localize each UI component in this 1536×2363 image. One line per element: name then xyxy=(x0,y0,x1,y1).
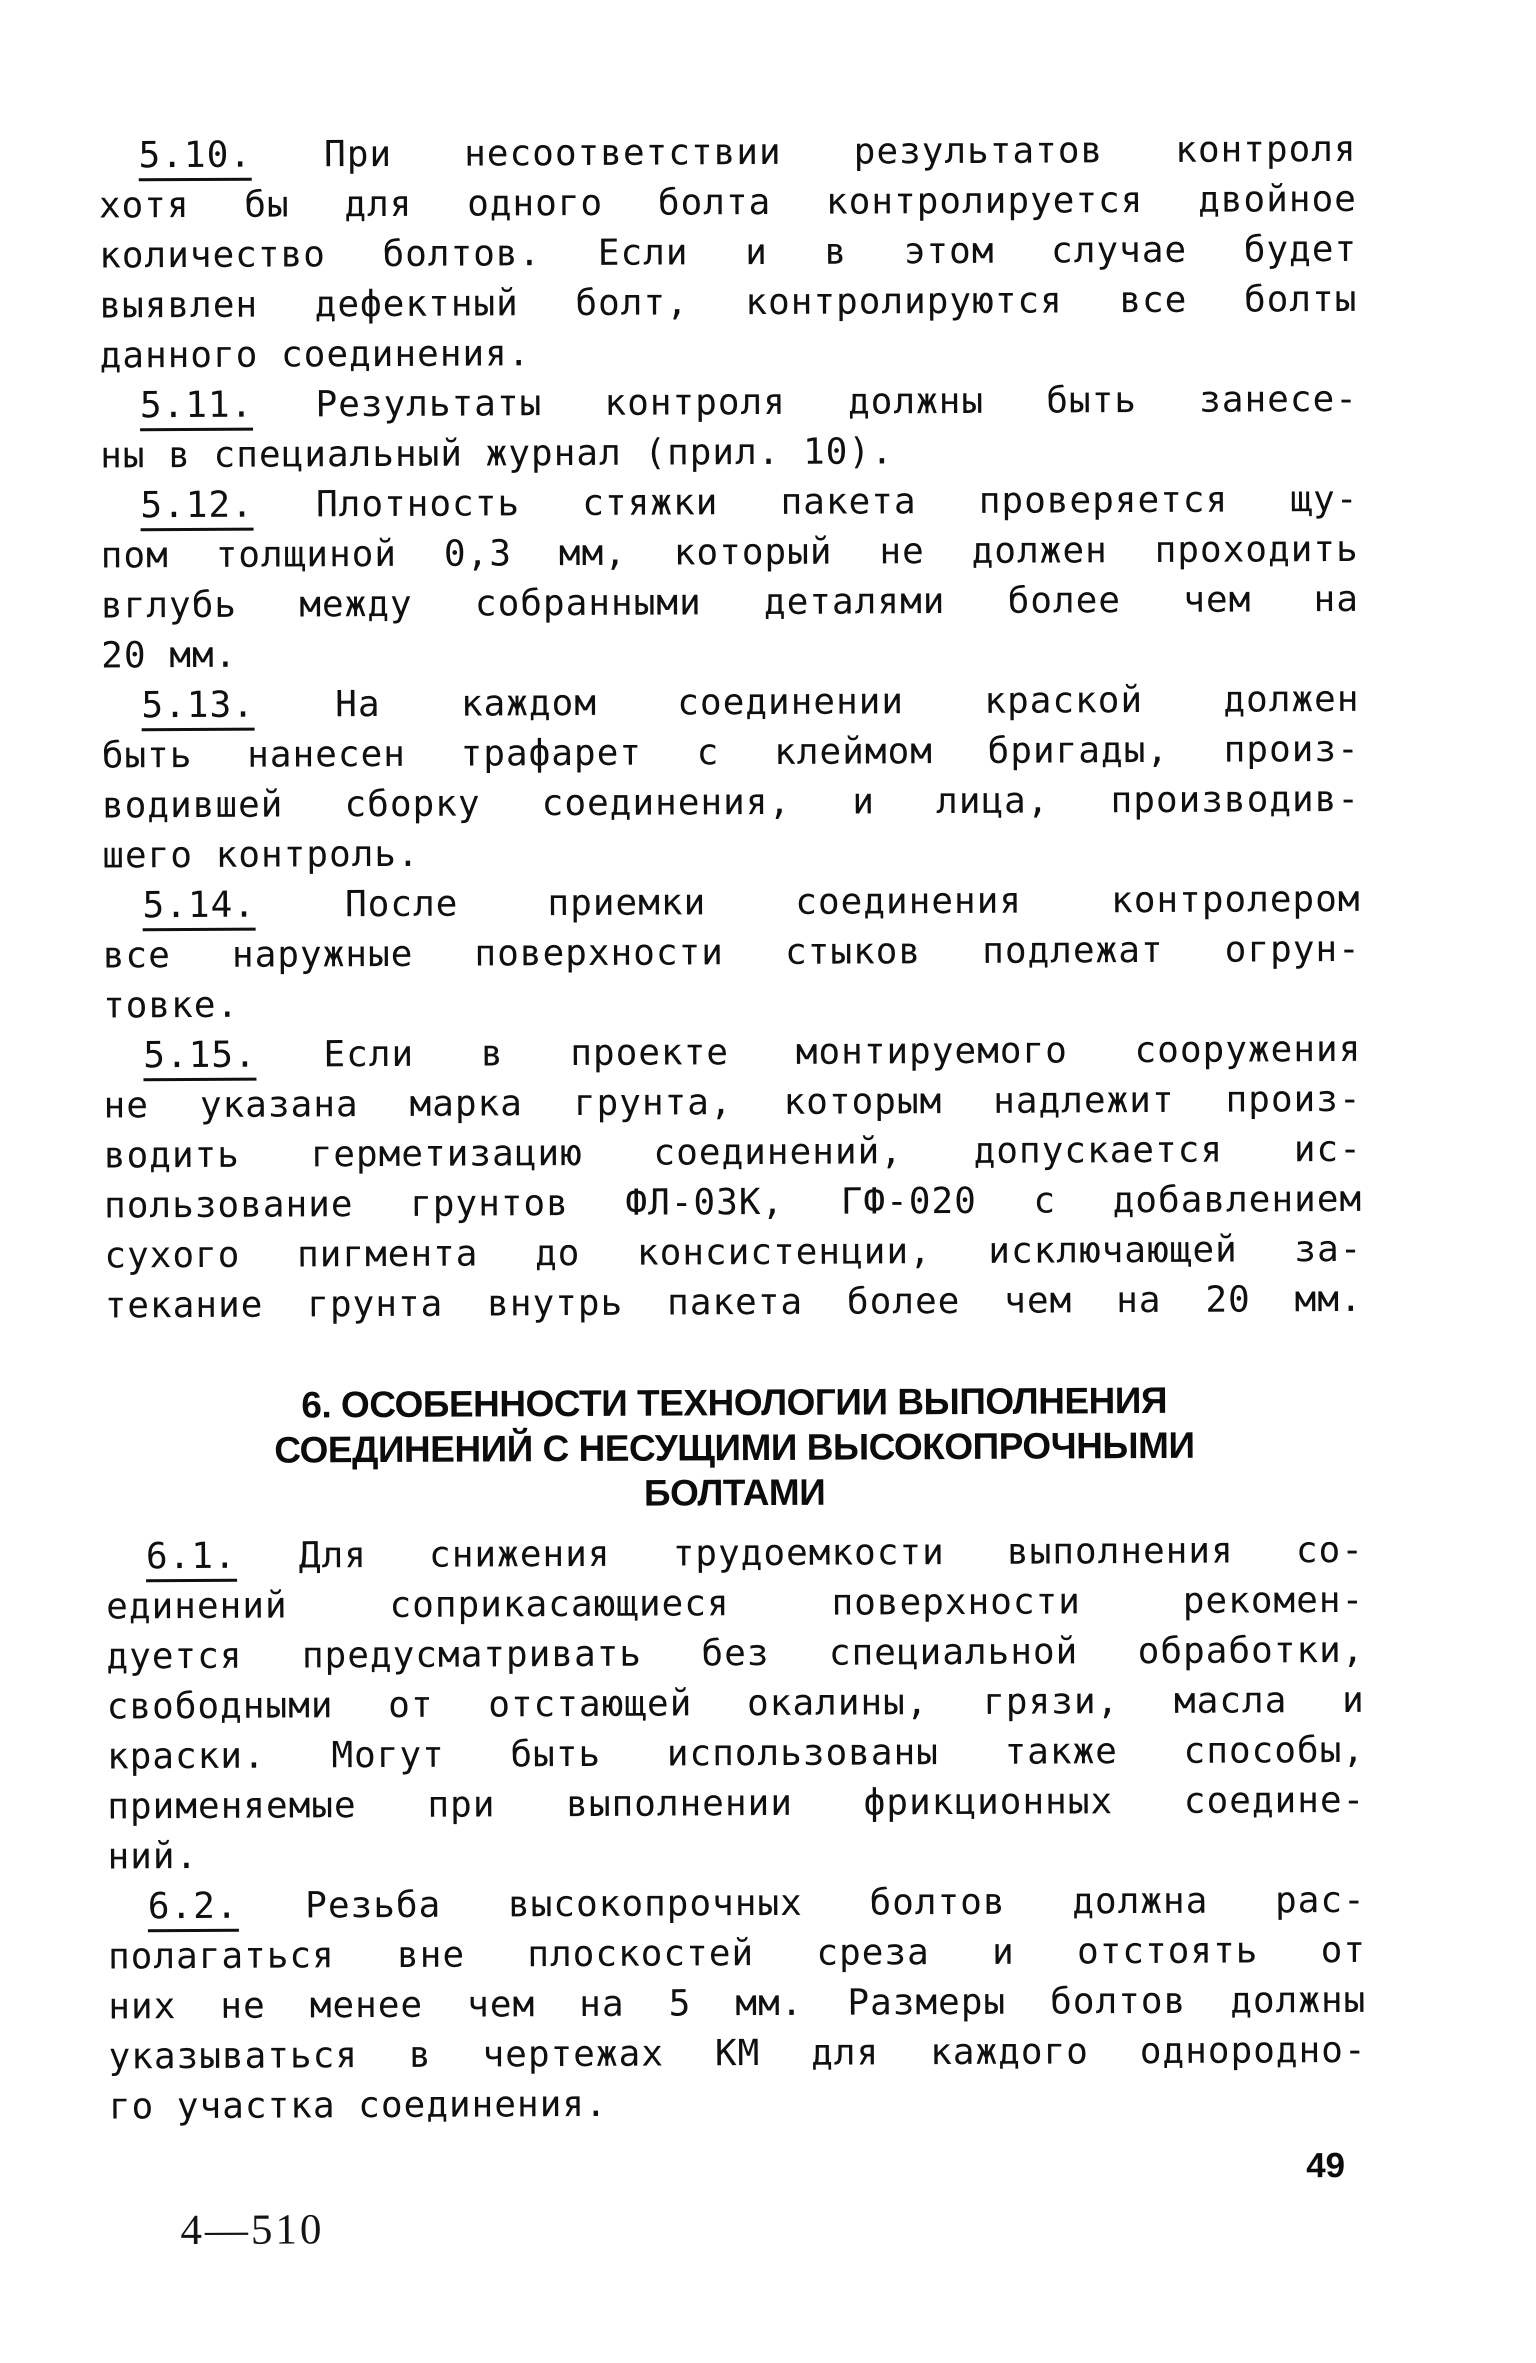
paragraph-line: данного соединения. xyxy=(99,333,531,377)
paragraph-line: дуется предусматривать без специальной обработки, xyxy=(106,1629,1365,1678)
paragraph-line: указываться в чертежах КМ для каждого однородно- xyxy=(108,2029,1367,2078)
paragraph xyxy=(100,475,1359,682)
page-number: 49 xyxy=(1306,2145,1346,2186)
paragraph-number: 5.11. xyxy=(140,385,254,432)
paragraph-line xyxy=(100,475,1358,532)
heading-line: БОЛТАМИ xyxy=(643,1471,826,1514)
paragraph-line: текание грунта внутрь пакета более чем на 20 мм. xyxy=(104,1278,1363,1327)
paragraph xyxy=(103,1025,1363,1332)
section-heading xyxy=(105,1377,1364,1519)
paragraph-line xyxy=(103,1025,1361,1082)
paragraph-number: 6.1. xyxy=(146,1536,237,1582)
paragraph-first-text: После приемки соединения контролером xyxy=(344,878,1361,926)
paragraph-line xyxy=(100,375,1358,432)
paragraph-line: не указана марка грунта, которым надлежит произ- xyxy=(103,1078,1362,1127)
paragraph-line: го участка соединения. xyxy=(108,2083,608,2128)
paragraph-number: 6.2. xyxy=(148,1886,239,1932)
paragraph-line: выявлен дефектный болт, контролируются все болты xyxy=(99,278,1358,327)
paragraph-line: полагаться вне плоскостей среза и отстоять от xyxy=(107,1929,1367,1978)
paragraph-line: сухого пигмента до консистенции, исключающей за- xyxy=(104,1228,1363,1277)
paragraph-first-text: Если в проекте монтируемого сооружения xyxy=(323,1028,1362,1076)
paragraph-first-text: Результаты контроля должны быть занесе- xyxy=(315,378,1359,426)
paragraph-number: 5.10. xyxy=(139,135,253,182)
paragraph-line xyxy=(102,875,1360,932)
paragraph-line xyxy=(108,1876,1366,1933)
paragraph-first-text: На каждом соединении краской должен xyxy=(335,678,1360,726)
paragraph-number: 5.15. xyxy=(143,1035,257,1082)
paragraph-line: водившей сборку соединения, и лица, производив- xyxy=(101,778,1361,827)
paragraph xyxy=(98,125,1357,382)
paragraph-line: свободными от отстающей окалины, грязи, масла и xyxy=(106,1679,1365,1728)
paragraph xyxy=(102,875,1361,1032)
paragraph-line: ний. xyxy=(107,1835,199,1878)
paragraph-line: них не менее чем на 5 мм. Размеры болтов должны xyxy=(108,1979,1367,2028)
paragraph-line: товке. xyxy=(102,984,240,1027)
paragraph-line: вглубь между собранными деталями более чем на xyxy=(100,578,1360,627)
paragraph-number: 5.13. xyxy=(141,685,255,732)
paragraph-first-text: Резьба высокопрочных болтов должна рас- xyxy=(305,1879,1366,1927)
paragraph-line: все наружные поверхности стыков подлежат огрун- xyxy=(102,928,1361,977)
paragraph-line: применяемые при выполнении фрикционных соедине- xyxy=(107,1779,1366,1828)
heading-line: 6. ОСОБЕННОСТИ ТЕХНОЛОГИИ ВЫПОЛНЕНИЯ xyxy=(301,1379,1168,1426)
paragraph-first-text: Для снижения трудоемкости выполнения со- xyxy=(298,1529,1365,1577)
paragraph xyxy=(108,1876,1367,2133)
paragraph-line xyxy=(106,1526,1364,1583)
paragraph xyxy=(106,1526,1366,1883)
paragraph-number: 5.12. xyxy=(140,485,254,532)
paragraph-line: пом толщиной 0,3 мм, который не должен проходить xyxy=(100,528,1359,577)
paragraph-line: шего контроль. xyxy=(102,833,420,877)
paragraph-line xyxy=(101,675,1359,732)
paragraph-number: 5.14. xyxy=(142,885,256,932)
paragraph-line: 20 мм. xyxy=(101,634,238,677)
print-run-mark: 4—510 xyxy=(180,2206,325,2255)
paragraph-first-text: Плотность стяжки пакета проверяется щу- xyxy=(315,478,1359,526)
text-block xyxy=(98,125,1366,2133)
paragraph-line: количество болтов. Если и в этом случае будет xyxy=(99,228,1358,277)
paragraph-line: единений соприкасающиеся поверхности рекомен- xyxy=(106,1579,1365,1628)
paragraph-line: ны в специальный журнал (прил. 10). xyxy=(100,431,894,477)
paragraph-line: пользование грунтов ФЛ-03К, ГФ-020 с добавлением xyxy=(104,1178,1363,1227)
heading-line: СОЕДИНЕНИЙ С НЕСУЩИМИ ВЫСОКОПРОЧНЫМИ xyxy=(274,1424,1195,1471)
paragraph-line: водить герметизацию соединений, допускается ис- xyxy=(103,1128,1362,1177)
paragraph-line: хотя бы для одного болта контролируется двойное xyxy=(98,178,1357,227)
paragraph-line xyxy=(98,125,1356,182)
paragraph-line: краски. Могут быть использованы также способы, xyxy=(106,1729,1366,1778)
paragraph xyxy=(101,675,1360,882)
paragraph-line: быть нанесен трафарет с клеймом бригады, произ- xyxy=(101,728,1360,777)
paragraph-first-text: При несоответствии результатов контроля xyxy=(323,128,1357,176)
paragraph xyxy=(100,375,1359,482)
